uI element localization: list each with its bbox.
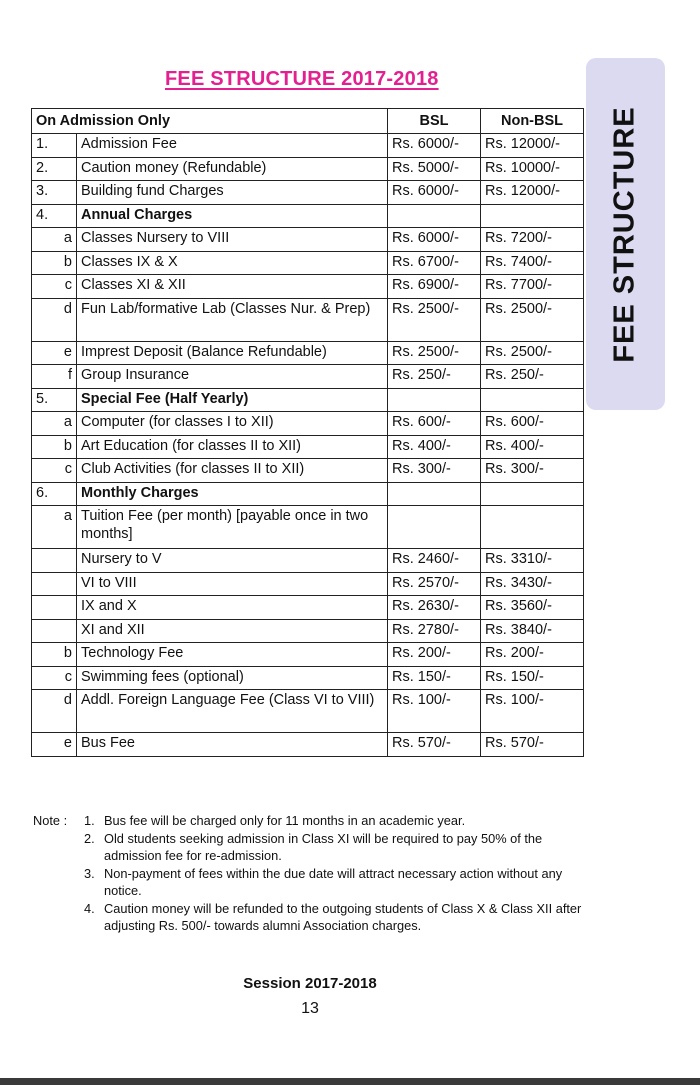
non-bsl-amount: Rs. 2500/- xyxy=(481,341,584,365)
bottom-bar xyxy=(0,1078,700,1085)
bsl-amount: Rs. 570/- xyxy=(388,733,481,757)
bsl-amount: Rs. 6000/- xyxy=(388,134,481,158)
section-row xyxy=(32,204,584,228)
note-text: Non-payment of fees within the due date will attract necessary action without any notice. xyxy=(104,865,563,898)
table-row xyxy=(32,251,584,275)
non-bsl-amount: Rs. 7200/- xyxy=(481,228,584,252)
row-letter: f xyxy=(32,365,77,389)
table-row xyxy=(32,459,584,483)
non-bsl-amount: Rs. 3310/- xyxy=(481,549,584,573)
table-row xyxy=(32,506,584,549)
bsl-amount xyxy=(388,388,481,412)
bsl-amount: Rs. 2780/- xyxy=(388,619,481,643)
table-row xyxy=(32,619,584,643)
row-letter: a xyxy=(32,228,77,252)
bsl-amount xyxy=(388,506,481,549)
table-row xyxy=(32,275,584,299)
note-item xyxy=(84,812,589,830)
row-description: Swimming fees (optional) xyxy=(77,666,388,690)
row-description: Group Insurance xyxy=(77,365,388,389)
row-letter: d xyxy=(32,690,77,733)
row-letter: c xyxy=(32,275,77,299)
row-description: Fun Lab/formative Lab (Classes Nur. & Prep) xyxy=(77,298,388,341)
notes-label: Note : xyxy=(33,813,68,828)
row-letter: c xyxy=(32,459,77,483)
row-letter: c xyxy=(32,666,77,690)
non-bsl-amount: Rs. 400/- xyxy=(481,435,584,459)
row-letter xyxy=(32,572,77,596)
bsl-amount: Rs. 6900/- xyxy=(388,275,481,299)
row-number: 1. xyxy=(32,134,77,158)
bsl-amount: Rs. 300/- xyxy=(388,459,481,483)
row-description: Classes IX & X xyxy=(77,251,388,275)
fee-table xyxy=(31,108,584,757)
bsl-amount: Rs. 2500/- xyxy=(388,341,481,365)
non-bsl-amount: Rs. 570/- xyxy=(481,733,584,757)
bsl-amount: Rs. 150/- xyxy=(388,666,481,690)
row-number: 4. xyxy=(32,204,77,228)
table-row xyxy=(32,341,584,365)
row-description: Technology Fee xyxy=(77,643,388,667)
bsl-amount: Rs. 5000/- xyxy=(388,157,481,181)
row-description: Computer (for classes I to XII) xyxy=(77,412,388,436)
non-bsl-amount: Rs. 250/- xyxy=(481,365,584,389)
table-row xyxy=(32,643,584,667)
row-letter: b xyxy=(32,251,77,275)
table-row xyxy=(32,298,584,341)
non-bsl-amount: Rs. 150/- xyxy=(481,666,584,690)
row-letter: b xyxy=(32,435,77,459)
row-description: XI and XII xyxy=(77,619,388,643)
row-letter: a xyxy=(32,412,77,436)
bsl-amount: Rs. 2500/- xyxy=(388,298,481,341)
session-label: Session 2017-2018 xyxy=(243,975,377,992)
header-non-bsl: Non-BSL xyxy=(481,109,584,134)
row-description: IX and X xyxy=(77,596,388,620)
row-number: 6. xyxy=(32,482,77,506)
section-heading: Annual Charges xyxy=(77,204,388,228)
table-row xyxy=(32,435,584,459)
table-row xyxy=(32,572,584,596)
row-letter xyxy=(32,619,77,643)
non-bsl-amount xyxy=(481,204,584,228)
non-bsl-amount: Rs. 7700/- xyxy=(481,275,584,299)
row-letter xyxy=(32,549,77,573)
non-bsl-amount: Rs. 3560/- xyxy=(481,596,584,620)
row-description: Imprest Deposit (Balance Refundable) xyxy=(77,341,388,365)
bsl-amount: Rs. 2630/- xyxy=(388,596,481,620)
row-number: 5. xyxy=(32,388,77,412)
header-on-admission: On Admission Only xyxy=(32,109,388,134)
non-bsl-amount: Rs. 12000/- xyxy=(481,134,584,158)
non-bsl-amount: Rs. 10000/- xyxy=(481,157,584,181)
row-description: Art Education (for classes II to XII) xyxy=(77,435,388,459)
row-description: Addl. Foreign Language Fee (Class VI to VIII) xyxy=(77,690,388,733)
table-row xyxy=(32,596,584,620)
bsl-amount: Rs. 2460/- xyxy=(388,549,481,573)
note-text: Old students seeking admission in Class XI will be required to pay 50% of the admission fee for re-admission. xyxy=(104,830,543,863)
note-item xyxy=(84,830,589,865)
row-description: Caution money (Refundable) xyxy=(77,157,388,181)
bsl-amount xyxy=(388,204,481,228)
header-bsl: BSL xyxy=(388,109,481,134)
row-description: Classes XI & XII xyxy=(77,275,388,299)
non-bsl-amount: Rs. 100/- xyxy=(481,690,584,733)
non-bsl-amount: Rs. 2500/- xyxy=(481,298,584,341)
row-letter: b xyxy=(32,643,77,667)
non-bsl-amount: Rs. 7400/- xyxy=(481,251,584,275)
table-row xyxy=(32,666,584,690)
bsl-amount xyxy=(388,482,481,506)
section-heading: Special Fee (Half Yearly) xyxy=(77,388,388,412)
note-text: Bus fee will be charged only for 11 months in an academic year. xyxy=(104,813,466,828)
section-row xyxy=(32,482,584,506)
non-bsl-amount xyxy=(481,506,584,549)
non-bsl-amount xyxy=(481,482,584,506)
row-letter: d xyxy=(32,298,77,341)
table-row xyxy=(32,365,584,389)
note-number: 2. xyxy=(84,830,95,846)
row-letter: e xyxy=(32,341,77,365)
bsl-amount: Rs. 250/- xyxy=(388,365,481,389)
table-row xyxy=(32,228,584,252)
row-letter: a xyxy=(32,506,77,549)
notes-list xyxy=(84,812,589,935)
row-description: Building fund Charges xyxy=(77,181,388,205)
table-row xyxy=(32,690,584,733)
section-row xyxy=(32,388,584,412)
table-row xyxy=(32,134,584,158)
note-number: 4. xyxy=(84,900,95,916)
non-bsl-amount: Rs. 3430/- xyxy=(481,572,584,596)
note-number: 3. xyxy=(84,865,95,881)
non-bsl-amount: Rs. 600/- xyxy=(481,412,584,436)
bsl-amount: Rs. 600/- xyxy=(388,412,481,436)
bsl-amount: Rs. 200/- xyxy=(388,643,481,667)
row-description: Admission Fee xyxy=(77,134,388,158)
row-description: Club Activities (for classes II to XII) xyxy=(77,459,388,483)
row-number: 3. xyxy=(32,181,77,205)
non-bsl-amount: Rs. 3840/- xyxy=(481,619,584,643)
non-bsl-amount xyxy=(481,388,584,412)
row-letter xyxy=(32,596,77,620)
bsl-amount: Rs. 100/- xyxy=(388,690,481,733)
row-description: Nursery to V xyxy=(77,549,388,573)
table-header-row xyxy=(32,109,584,134)
bsl-amount: Rs. 400/- xyxy=(388,435,481,459)
non-bsl-amount: Rs. 12000/- xyxy=(481,181,584,205)
note-text: Caution money will be refunded to the outgoing students of Class X & Class XII after adjusting Rs. 500/- towards alumni Association charges. xyxy=(104,900,582,933)
bsl-amount: Rs. 2570/- xyxy=(388,572,481,596)
table-row xyxy=(32,733,584,757)
bsl-amount: Rs. 6000/- xyxy=(388,181,481,205)
row-description: Classes Nursery to VIII xyxy=(77,228,388,252)
row-number: 2. xyxy=(32,157,77,181)
table-row xyxy=(32,157,584,181)
table-row xyxy=(32,549,584,573)
note-item xyxy=(84,865,589,900)
note-number: 1. xyxy=(84,813,95,828)
side-tab-label-wrap xyxy=(586,58,665,410)
non-bsl-amount: Rs. 300/- xyxy=(481,459,584,483)
section-heading: Monthly Charges xyxy=(77,482,388,506)
row-letter: e xyxy=(32,733,77,757)
side-tab-label: FEE STRUCTURE xyxy=(609,105,642,363)
row-description: Tuition Fee (per month) [payable once in two months] xyxy=(77,506,388,549)
note-item xyxy=(84,900,589,935)
table-row xyxy=(32,412,584,436)
row-description: Bus Fee xyxy=(77,733,388,757)
table-row xyxy=(32,181,584,205)
row-description: VI to VIII xyxy=(77,572,388,596)
bsl-amount: Rs. 6000/- xyxy=(388,228,481,252)
page-title: FEE STRUCTURE 2017-2018 xyxy=(165,68,439,90)
page-number: 13 xyxy=(301,1000,319,1017)
bsl-amount: Rs. 6700/- xyxy=(388,251,481,275)
non-bsl-amount: Rs. 200/- xyxy=(481,643,584,667)
